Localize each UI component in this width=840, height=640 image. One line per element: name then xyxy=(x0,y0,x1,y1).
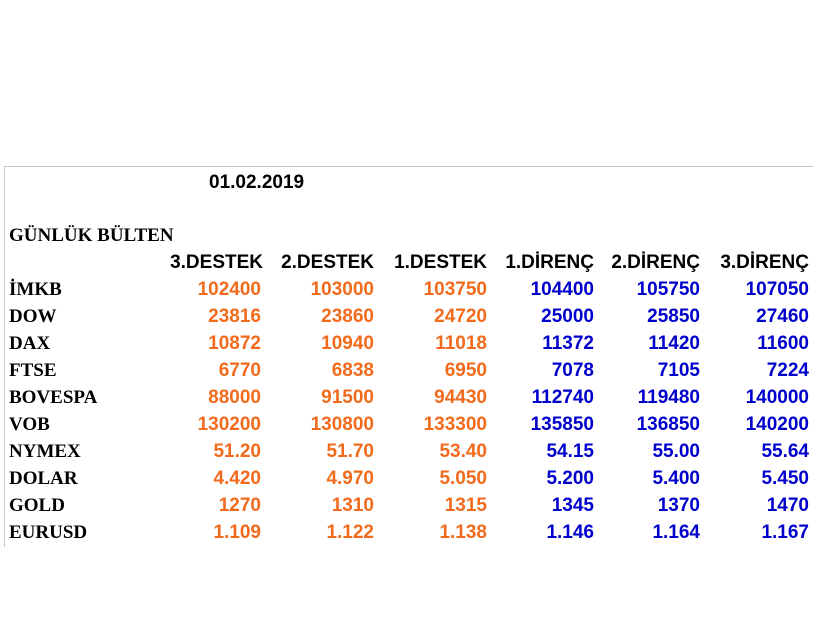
support-1-value: 1315 xyxy=(444,495,487,516)
resistance-1-value: 7078 xyxy=(551,360,594,381)
support-2-value: 130800 xyxy=(310,414,374,435)
row-label: GOLD xyxy=(9,495,65,516)
resistance-2-value: 5.400 xyxy=(652,468,700,489)
support-2-value: 23860 xyxy=(321,306,374,327)
resistance-3-value: 140200 xyxy=(745,414,809,435)
support-3-value: 88000 xyxy=(208,387,261,408)
row-label: NYMEX xyxy=(9,441,81,462)
support-2-value: 6838 xyxy=(331,360,374,381)
table-row xyxy=(5,495,813,522)
support-1-value: 103750 xyxy=(423,279,487,300)
support-3-value: 10872 xyxy=(208,333,261,354)
row-label: FTSE xyxy=(9,360,57,381)
row-label: EURUSD xyxy=(9,522,88,543)
resistance-2-value: 1370 xyxy=(657,495,700,516)
support-1-value: 53.40 xyxy=(439,441,487,462)
support-2-value: 1.122 xyxy=(326,522,374,543)
resistance-2-value: 1.164 xyxy=(652,522,700,543)
resistance-2-value: 136850 xyxy=(636,414,700,435)
resistance-2-value: 105750 xyxy=(636,279,700,300)
resistance-2-value: 7105 xyxy=(657,360,700,381)
support-1-value: 6950 xyxy=(444,360,487,381)
resistance-3-value: 11600 xyxy=(757,333,809,354)
support-2-value: 1310 xyxy=(331,495,374,516)
support-2-value: 51.70 xyxy=(326,441,374,462)
table-row xyxy=(5,333,813,360)
resistance-3-value: 55.64 xyxy=(761,441,809,462)
support-2-value: 10940 xyxy=(321,333,374,354)
row-label: DOW xyxy=(9,306,57,327)
header-resistance-1: 1.DİRENÇ xyxy=(505,252,594,273)
table-row xyxy=(5,279,813,306)
support-3-value: 51.20 xyxy=(213,441,261,462)
support-2-value: 4.970 xyxy=(326,468,374,489)
table-row xyxy=(5,306,813,333)
resistance-3-value: 27460 xyxy=(756,306,809,327)
resistance-2-value: 55.00 xyxy=(652,441,700,462)
row-label: BOVESPA xyxy=(9,387,98,408)
resistance-3-value: 107050 xyxy=(745,279,809,300)
resistance-2-value: 119480 xyxy=(637,387,700,408)
support-3-value: 1270 xyxy=(218,495,261,516)
resistance-1-value: 1.146 xyxy=(546,522,594,543)
support-2-value: 103000 xyxy=(310,279,374,300)
support-3-value: 6770 xyxy=(218,360,261,381)
resistance-1-value: 104400 xyxy=(530,279,594,300)
table-row xyxy=(5,468,813,495)
support-1-value: 133300 xyxy=(423,414,487,435)
resistance-3-value: 1470 xyxy=(766,495,809,516)
resistance-3-value: 140000 xyxy=(745,387,809,408)
table-row xyxy=(5,387,813,414)
resistance-3-value: 1.167 xyxy=(761,522,809,543)
resistance-3-value: 7224 xyxy=(766,360,809,381)
row-label: İMKB xyxy=(9,279,62,300)
resistance-1-value: 112740 xyxy=(531,387,594,408)
support-1-value: 1.138 xyxy=(439,522,487,543)
table-row xyxy=(5,441,813,468)
resistance-1-value: 11372 xyxy=(542,333,594,354)
resistance-2-value: 25850 xyxy=(647,306,700,327)
resistance-3-value: 5.450 xyxy=(761,468,809,489)
header-support-3: 3.DESTEK xyxy=(170,252,263,273)
support-3-value: 4.420 xyxy=(213,468,261,489)
bulletin-sheet xyxy=(4,166,813,547)
resistance-1-value: 1345 xyxy=(551,495,594,516)
bulletin-title: GÜNLÜK BÜLTEN xyxy=(9,225,174,246)
row-label: VOB xyxy=(9,414,50,435)
support-3-value: 23816 xyxy=(208,306,261,327)
header-resistance-2: 2.DİRENÇ xyxy=(611,252,700,273)
resistance-2-value: 11420 xyxy=(648,333,700,354)
resistance-1-value: 25000 xyxy=(541,306,594,327)
resistance-1-value: 5.200 xyxy=(546,468,594,489)
support-3-value: 102400 xyxy=(197,279,261,300)
support-1-value: 11018 xyxy=(435,333,487,354)
row-label: DOLAR xyxy=(9,468,78,489)
table-row xyxy=(5,360,813,387)
support-3-value: 130200 xyxy=(197,414,261,435)
resistance-1-value: 135850 xyxy=(530,414,594,435)
row-label: DAX xyxy=(9,333,51,354)
table-row xyxy=(5,522,813,549)
header-support-2: 2.DESTEK xyxy=(281,252,374,273)
bulletin-date: 01.02.2019 xyxy=(209,172,305,193)
header-support-1: 1.DESTEK xyxy=(394,252,487,273)
support-2-value: 91500 xyxy=(321,387,374,408)
support-1-value: 94430 xyxy=(434,387,487,408)
header-resistance-3: 3.DİRENÇ xyxy=(720,252,809,273)
table-row xyxy=(5,414,813,441)
resistance-1-value: 54.15 xyxy=(546,441,594,462)
support-1-value: 5.050 xyxy=(439,468,487,489)
support-1-value: 24720 xyxy=(434,306,487,327)
support-3-value: 1.109 xyxy=(213,522,261,543)
